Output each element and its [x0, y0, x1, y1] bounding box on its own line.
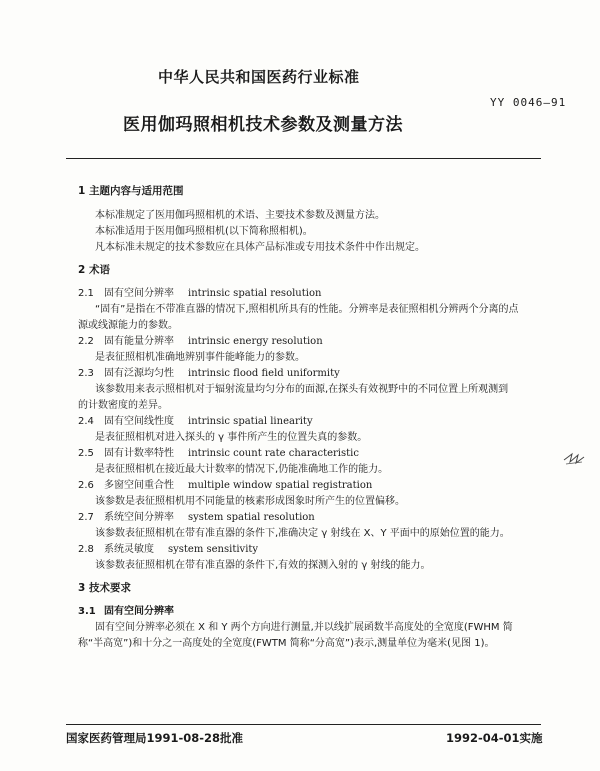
term-description: 该参数是表征照相机用不同能量的核素形成图象时所产生的位置偏移。: [95, 496, 405, 507]
term-number: 2.1: [78, 288, 94, 299]
term-2-2: [78, 332, 323, 347]
term-2-6: [78, 476, 372, 491]
header-divider: [66, 158, 541, 159]
section-3-line: 固有空间分辨率必须在 X 和 Y 两个方向进行测量,并以线扩展函数半高度处的全宽度(FWHM 简: [95, 622, 513, 633]
section-1-line: 本标准适用于医用伽玛照相机(以下简称照相机)。: [95, 226, 313, 237]
section-2-heading: 2 术语: [78, 264, 110, 276]
term-number: 2.2: [78, 336, 94, 347]
footer-divider: [66, 724, 541, 725]
section-1-heading: 1 主题内容与适用范围: [78, 185, 184, 197]
term-english: system sensitivity: [168, 544, 259, 555]
section-1-line: 本标准规定了医用伽玛照相机的术语、主要技术参数及测量方法。: [95, 210, 385, 221]
term-description: 该参数表征照相机在带有准直器的条件下,有效的探测入射的 γ 射线的能力。: [95, 560, 431, 571]
term-description: “固有”是指在不带准直器的情况下,照相机所具有的性能。分辨率是表征照相机分辨两个分离的点: [95, 304, 519, 315]
subsection-number: 3.1: [78, 606, 96, 617]
issuing-authority-title: 中华人民共和国医药行业标准: [158, 68, 360, 86]
term-chinese: 固有空间线性度: [104, 416, 174, 427]
term-2-3: [78, 364, 340, 379]
term-english: multiple window spatial registration: [188, 480, 373, 491]
term-description: 该参数表征照相机在带有准直器的条件下,准确决定 γ 射线在 X、Y 平面中的原始位置的能力。: [95, 528, 510, 539]
term-number: 2.5: [78, 448, 94, 459]
term-2-7: [78, 508, 315, 523]
term-description: 的计数密度的差异。: [78, 400, 168, 411]
section-3-line: 称“半高宽”)和十分之一高度处的全宽度(FWTM 简称“分高宽”)表示,测量单位为毫米(见图 1)。: [78, 638, 495, 649]
standard-code: YY 0046—91: [490, 96, 567, 109]
term-2-4: [78, 412, 313, 427]
term-description: 源或线源能力的参数。: [78, 320, 178, 331]
term-chinese: 系统灵敏度: [104, 544, 154, 555]
term-chinese: 多窗空间重合性: [104, 480, 174, 491]
term-english: intrinsic spatial linearity: [188, 416, 313, 427]
subsection-title: 固有空间分辨率: [104, 606, 174, 617]
term-description: 是表征照相机在接近最大计数率的情况下,仍能准确地工作的能力。: [95, 464, 389, 475]
term-description: 是表征照相机准确地辨别事件能峰能力的参数。: [95, 352, 305, 363]
term-english: intrinsic spatial resolution: [188, 288, 322, 299]
term-number: 2.8: [78, 544, 94, 555]
term-english: system spatial resolution: [188, 512, 315, 523]
term-2-5: [78, 444, 359, 459]
term-number: 2.6: [78, 480, 94, 491]
term-2-1: [78, 284, 321, 299]
term-description: 是表征照相机对进入探头的 γ 事件所产生的位置失真的参数。: [95, 432, 368, 443]
section-3-heading: 3 技术要求: [78, 582, 131, 594]
term-chinese: 系统空间分辨率: [104, 512, 174, 523]
term-number: 2.3: [78, 368, 94, 379]
term-english: intrinsic flood field uniformity: [188, 368, 340, 379]
term-number: 2.7: [78, 512, 94, 523]
term-chinese: 固有能量分辨率: [104, 336, 174, 347]
implementation-date: 1992-04-01实施: [446, 731, 543, 745]
document-title: 医用伽玛照相机技术参数及测量方法: [123, 115, 403, 135]
section-1-line: 凡本标准未规定的技术参数应在具体产品标准或专用技术条件中作出规定。: [95, 242, 425, 253]
term-english: intrinsic count rate characteristic: [188, 448, 359, 459]
subsection-3-1: [78, 602, 174, 617]
term-chinese: 固有泛源均匀性: [104, 368, 174, 379]
term-chinese: 固有计数率特性: [104, 448, 174, 459]
term-number: 2.4: [78, 416, 94, 427]
term-english: intrinsic energy resolution: [188, 336, 323, 347]
approval-line: 国家医药管理局1991-08-28批准: [66, 731, 244, 745]
margin-pen-mark-icon: [562, 448, 588, 468]
term-2-8: [78, 540, 258, 555]
term-description: 该参数用来表示照相机对于辐射流量均匀分布的面源,在探头有效视野中的不同位置上所观测到: [95, 384, 509, 395]
term-chinese: 固有空间分辨率: [104, 288, 174, 299]
